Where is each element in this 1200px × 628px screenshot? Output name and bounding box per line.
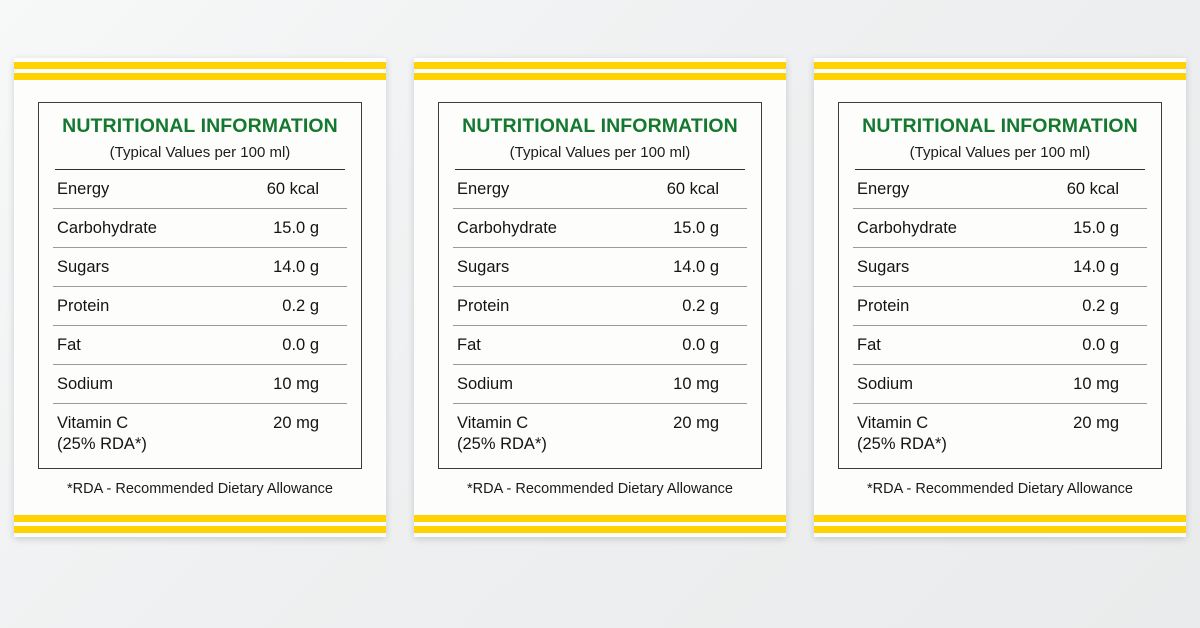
table-row	[853, 326, 1147, 365]
nutrient-name: Sodium	[57, 375, 113, 394]
accent-stripe	[814, 515, 1186, 522]
nutrient-value: 15.0 g	[1073, 219, 1119, 238]
nutrient-value: 15.0 g	[273, 219, 319, 238]
nutrient-name: Sugars	[857, 258, 910, 277]
accent-stripe	[414, 526, 786, 533]
nutrient-name: Sodium	[457, 375, 513, 394]
table-row	[853, 248, 1147, 287]
nutrition-table	[438, 102, 762, 469]
accent-stripe	[814, 73, 1186, 80]
nutrient-value: 10 mg	[1073, 375, 1119, 394]
nutrient-name: Protein	[457, 297, 510, 316]
nutrient-name: Vitamin C	[57, 414, 129, 433]
nutrient-name: Energy	[57, 180, 110, 199]
nutrient-name: Protein	[857, 297, 910, 316]
table-row	[853, 365, 1147, 404]
rda-footnote: *RDA - Recommended Dietary Allowance	[467, 481, 733, 498]
table-row	[453, 365, 747, 404]
nutrition-table	[838, 102, 1162, 469]
nutrient-value: 0.2 g	[682, 297, 719, 316]
nutrition-subtitle: (Typical Values per 100 ml)	[509, 144, 691, 162]
accent-stripe	[414, 515, 786, 522]
table-row	[53, 365, 347, 404]
vitamin-rda-note: (25% RDA*)	[57, 435, 147, 454]
vitamin-rda-note: (25% RDA*)	[857, 435, 947, 454]
bottom-stripe-group	[14, 515, 386, 537]
table-row	[53, 287, 347, 326]
table-row	[453, 326, 747, 365]
top-stripe-group	[414, 58, 786, 80]
table-row	[453, 248, 747, 287]
nutrient-value: 60 kcal	[266, 180, 319, 199]
nutrient-value: 0.0 g	[682, 336, 719, 355]
table-row	[53, 170, 347, 209]
nutrient-name: Fat	[457, 336, 481, 355]
nutrition-table	[38, 102, 362, 469]
nutrient-name: Sodium	[857, 375, 913, 394]
table-row	[853, 287, 1147, 326]
table-row	[53, 326, 347, 365]
nutrient-value: 14.0 g	[673, 258, 719, 277]
table-row	[53, 209, 347, 248]
accent-stripe	[14, 515, 386, 522]
nutrient-name: Protein	[57, 297, 110, 316]
nutrition-title: NUTRITIONAL INFORMATION	[62, 115, 338, 137]
nutrient-value: 14.0 g	[1073, 258, 1119, 277]
table-row	[453, 170, 747, 209]
nutrition-subtitle: (Typical Values per 100 ml)	[109, 144, 291, 162]
card-body	[814, 80, 1186, 515]
nutrition-label-card	[814, 58, 1186, 537]
accent-stripe	[14, 526, 386, 533]
nutrient-value: 60 kcal	[666, 180, 719, 199]
accent-stripe	[814, 62, 1186, 69]
accent-stripe	[14, 73, 386, 80]
nutrition-subtitle: (Typical Values per 100 ml)	[909, 144, 1091, 162]
nutrient-value: 0.2 g	[1082, 297, 1119, 316]
nutrient-value: 0.0 g	[1082, 336, 1119, 355]
bottom-stripe-group	[814, 515, 1186, 537]
rda-footnote: *RDA - Recommended Dietary Allowance	[867, 481, 1133, 498]
nutrient-name: Carbohydrate	[57, 219, 157, 238]
nutrition-title: NUTRITIONAL INFORMATION	[862, 115, 1138, 137]
nutrient-name: Sugars	[457, 258, 510, 277]
nutrient-name: Fat	[57, 336, 81, 355]
table-row	[53, 248, 347, 287]
nutrient-value: 10 mg	[673, 375, 719, 394]
table-row	[453, 287, 747, 326]
nutrient-value: 10 mg	[273, 375, 319, 394]
nutrient-value: 20 mg	[673, 414, 719, 433]
table-row	[453, 404, 747, 435]
table-row	[853, 209, 1147, 248]
nutrient-name: Carbohydrate	[457, 219, 557, 238]
nutrient-value: 60 kcal	[1066, 180, 1119, 199]
accent-stripe	[414, 73, 786, 80]
table-row	[853, 404, 1147, 435]
bottom-stripe-group	[414, 515, 786, 537]
nutrient-value: 14.0 g	[273, 258, 319, 277]
rda-footnote: *RDA - Recommended Dietary Allowance	[67, 481, 333, 498]
top-stripe-group	[814, 58, 1186, 80]
vitamin-rda-note: (25% RDA*)	[457, 435, 547, 454]
nutrient-name: Vitamin C	[457, 414, 529, 433]
nutrient-name: Fat	[857, 336, 881, 355]
nutrition-label-card	[414, 58, 786, 537]
nutrient-value: 20 mg	[1073, 414, 1119, 433]
card-body	[14, 80, 386, 515]
top-stripe-group	[14, 58, 386, 80]
table-row	[53, 404, 347, 435]
table-row	[453, 209, 747, 248]
nutrient-name: Energy	[457, 180, 510, 199]
table-row	[853, 170, 1147, 209]
nutrition-title: NUTRITIONAL INFORMATION	[462, 115, 738, 137]
nutrient-value: 0.2 g	[282, 297, 319, 316]
nutrient-name: Energy	[857, 180, 910, 199]
nutrient-name: Sugars	[57, 258, 110, 277]
accent-stripe	[814, 526, 1186, 533]
accent-stripe	[14, 62, 386, 69]
nutrient-value: 20 mg	[273, 414, 319, 433]
nutrient-value: 15.0 g	[673, 219, 719, 238]
accent-stripe	[414, 62, 786, 69]
card-body	[414, 80, 786, 515]
nutrient-name: Vitamin C	[857, 414, 929, 433]
nutrient-value: 0.0 g	[282, 336, 319, 355]
nutrition-label-card	[14, 58, 386, 537]
nutrient-name: Carbohydrate	[857, 219, 957, 238]
